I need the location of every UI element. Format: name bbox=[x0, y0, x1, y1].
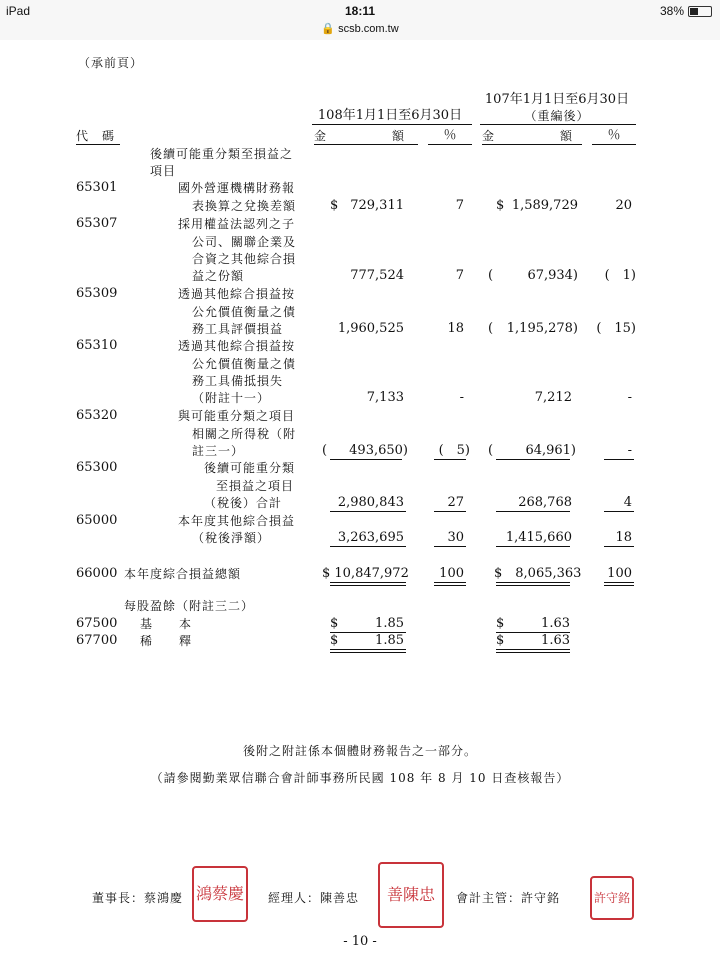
currency-symbol: $ bbox=[330, 198, 339, 213]
address-bar[interactable] bbox=[0, 22, 720, 41]
amount-prior: 1,589,729 bbox=[511, 198, 578, 213]
period-prior-line2: （重編後） bbox=[524, 109, 590, 123]
amount-prior: 1,195,278) bbox=[506, 321, 578, 336]
amount-current: 2,980,843 bbox=[337, 495, 404, 510]
row-label: 稀 釋 bbox=[140, 634, 193, 648]
eps-current: 1.85 bbox=[375, 616, 404, 631]
pct-current: ( 5) bbox=[438, 443, 470, 458]
seal-chairman: 鴻蔡慶 bbox=[192, 866, 248, 922]
pct-current: 18 bbox=[447, 321, 464, 336]
continued-label: （承前頁） bbox=[78, 56, 144, 70]
row-label: 表換算之兌換差額 bbox=[192, 199, 297, 213]
row-code: 65307 bbox=[76, 216, 118, 231]
paren-open: ( bbox=[488, 443, 494, 458]
currency-symbol: $ bbox=[496, 198, 505, 213]
period-prior-line1: 107年1月1日至6月30日 bbox=[484, 92, 630, 107]
row-label: 相關之所得稅（附 bbox=[192, 427, 297, 441]
amount-current: 729,311 bbox=[350, 198, 404, 213]
row-label: 至損益之項目 bbox=[216, 479, 295, 493]
pct-current: - bbox=[459, 390, 464, 405]
pct-prior: ( 1) bbox=[604, 268, 636, 283]
row-label: 公允價值衡量之債 bbox=[192, 357, 297, 371]
row-code: 66000 bbox=[76, 566, 118, 581]
pct-current: 100 bbox=[439, 566, 464, 581]
currency-symbol: $ bbox=[496, 633, 505, 648]
amount-prior: $ 8,065,363 bbox=[494, 566, 582, 581]
pct-prior: 100 bbox=[607, 566, 632, 581]
row-label: 註三一） bbox=[192, 444, 245, 458]
row-label: （附註十一） bbox=[192, 391, 271, 405]
amount-current: 493,650) bbox=[349, 443, 408, 458]
row-label: 務工具備抵損失 bbox=[192, 374, 284, 388]
amount-current: 777,524 bbox=[350, 268, 404, 283]
row-code: 65320 bbox=[76, 408, 118, 423]
eps-prior: 1.63 bbox=[541, 633, 570, 648]
seal-manager: 善陳忠 bbox=[378, 862, 444, 928]
col-pct-prior: ％ bbox=[607, 128, 621, 143]
row-code: 65300 bbox=[76, 460, 118, 475]
row-label: 後續可能重分類 bbox=[204, 461, 296, 475]
row-label: 透過其他綜合損益按 bbox=[178, 339, 296, 353]
section-heading-2: 項目 bbox=[150, 164, 177, 178]
row-label: （稅後）合計 bbox=[204, 496, 283, 510]
url-text: scsb.com.tw bbox=[338, 23, 399, 35]
battery-status bbox=[660, 4, 712, 18]
amount-prior: 7,212 bbox=[534, 390, 572, 405]
pct-current: 27 bbox=[447, 495, 464, 510]
pct-current: 7 bbox=[455, 198, 464, 213]
paren-open: ( bbox=[488, 268, 494, 283]
row-label: 益之份額 bbox=[192, 269, 245, 283]
col-amount-current: 金 額 bbox=[314, 129, 406, 143]
footnote: 後附之附註係本個體財務報告之一部分。 bbox=[242, 744, 477, 758]
col-amount-prior: 金 額 bbox=[482, 129, 574, 143]
amount-prior: 268,768 bbox=[518, 495, 572, 510]
row-label: 透過其他綜合損益按 bbox=[178, 287, 296, 301]
row-label: （稅後淨額） bbox=[192, 531, 271, 545]
eps-current: 1.85 bbox=[375, 633, 404, 648]
col-pct-current: ％ bbox=[443, 128, 457, 143]
row-label: 與可能重分類之項目 bbox=[178, 409, 296, 423]
row-code: 65000 bbox=[76, 513, 118, 528]
row-label: 本年度綜合損益總額 bbox=[124, 567, 242, 581]
signature-manager: 經理人：陳善忠 bbox=[268, 891, 360, 905]
amount-current: $ 10,847,972 bbox=[322, 566, 409, 581]
eps-heading: 每股盈餘（附註三二） bbox=[124, 599, 255, 613]
row-code: 67700 bbox=[76, 633, 118, 648]
paren-open: ( bbox=[322, 443, 328, 458]
lock-icon: 🔒 bbox=[321, 23, 336, 35]
row-label: 國外營運機構財務報 bbox=[178, 181, 296, 195]
pct-prior: - bbox=[627, 390, 632, 405]
pct-current: 30 bbox=[447, 530, 464, 545]
seal-accountant: 許守銘 bbox=[590, 876, 634, 920]
currency-symbol: $ bbox=[330, 633, 339, 648]
pct-prior: 4 bbox=[623, 495, 632, 510]
currency-symbol: $ bbox=[496, 616, 505, 631]
device-label: iPad bbox=[6, 4, 31, 18]
pct-prior: 20 bbox=[615, 198, 632, 213]
battery-percent: 38% bbox=[659, 4, 684, 18]
row-code: 67500 bbox=[76, 616, 118, 631]
clock: 18:11 bbox=[344, 4, 376, 18]
row-label: 本年度其他綜合損益 bbox=[178, 514, 296, 528]
row-code: 65301 bbox=[76, 180, 118, 195]
row-code: 65309 bbox=[76, 286, 118, 301]
row-label: 採用權益法認列之子 bbox=[178, 217, 296, 231]
period-current: 108年1月1日至6月30日 bbox=[317, 108, 463, 123]
audit-reference: （請參閱勤業眾信聯合會計師事務所民國 108 年 8 月 10 日查核報告） bbox=[150, 771, 570, 785]
section-heading: 後續可能重分類至損益之 bbox=[150, 147, 294, 161]
signature-chairman: 董事長：蔡鴻慶 bbox=[92, 891, 184, 905]
amount-current: 1,960,525 bbox=[337, 321, 404, 336]
pct-prior: ( 15) bbox=[596, 321, 636, 336]
paren-open: ( bbox=[488, 321, 494, 336]
currency-symbol: $ bbox=[330, 616, 339, 631]
col-code-header: 代 碼 bbox=[76, 129, 116, 143]
row-label: 公司、關聯企業及 bbox=[192, 235, 297, 249]
row-label: 務工具評價損益 bbox=[192, 322, 284, 336]
signature-accountant: 會計主管：許守銘 bbox=[456, 891, 561, 905]
status-bar bbox=[0, 0, 720, 22]
period-prior-rule bbox=[480, 124, 636, 125]
amount-prior: 1,415,660 bbox=[505, 530, 572, 545]
row-label: 合資之其他綜合損 bbox=[192, 252, 297, 266]
row-code: 65310 bbox=[76, 338, 118, 353]
page-number: - 10 - bbox=[343, 934, 377, 949]
pct-current: 7 bbox=[455, 268, 464, 283]
pct-prior: - bbox=[627, 443, 632, 458]
row-label: 基 本 bbox=[140, 617, 193, 631]
period-current-rule bbox=[312, 124, 472, 125]
amount-current: 7,133 bbox=[366, 390, 404, 405]
battery-icon bbox=[688, 6, 712, 17]
eps-prior: 1.63 bbox=[541, 616, 570, 631]
row-label: 公允價值衡量之債 bbox=[192, 305, 297, 319]
amount-prior: 64,961) bbox=[525, 443, 576, 458]
amount-current: 3,263,695 bbox=[337, 530, 404, 545]
pct-prior: 18 bbox=[615, 530, 632, 545]
amount-prior: 67,934) bbox=[527, 268, 578, 283]
document-page bbox=[0, 40, 720, 960]
